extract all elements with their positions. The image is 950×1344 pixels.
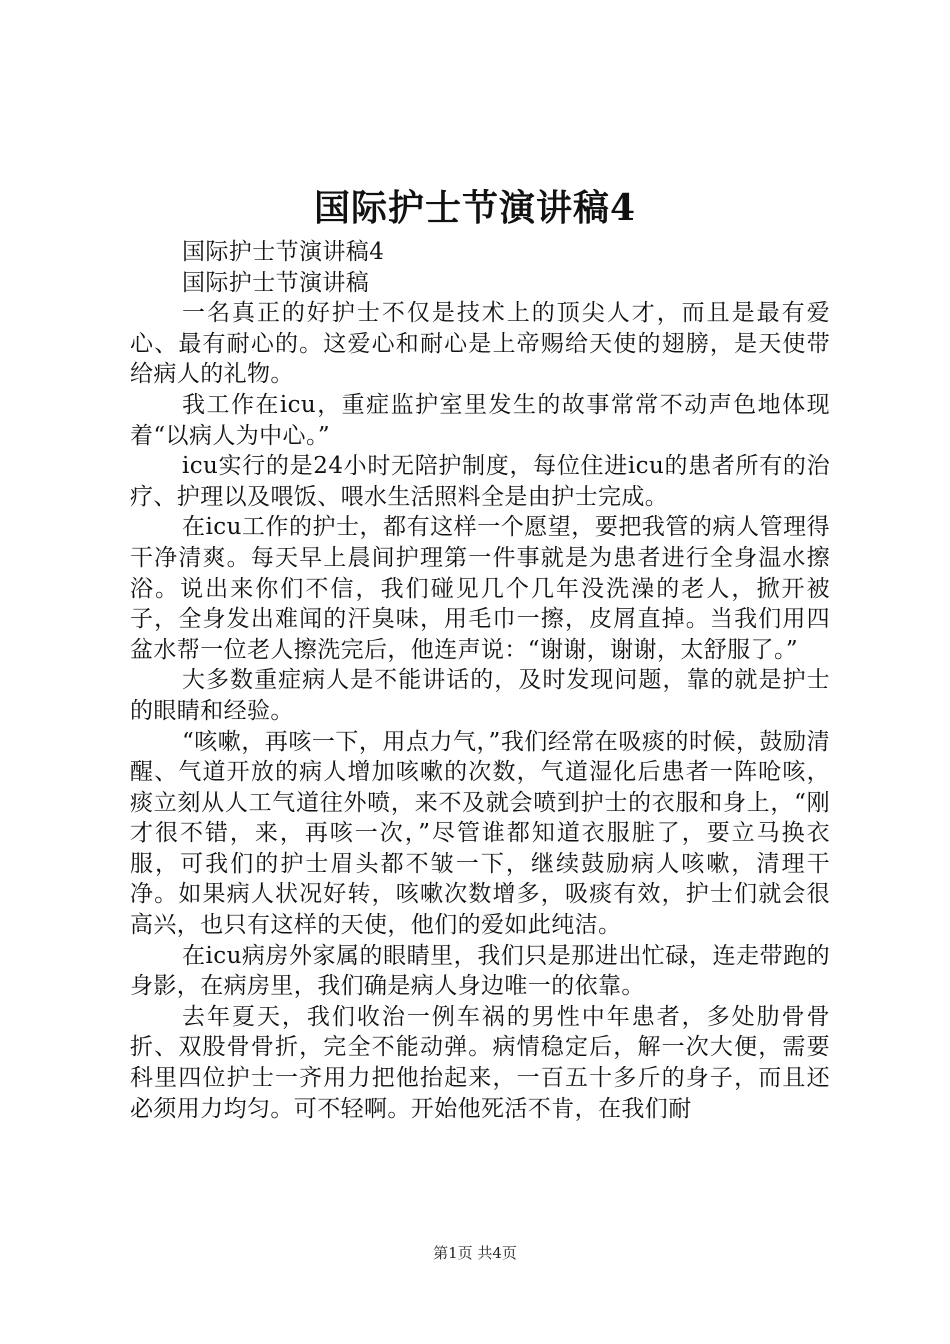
paragraph: 去年夏天，我们收治一例车祸的男性中年患者，多处肋骨骨折、双股骨骨折，完全不能动弹。病情稳定后，解一次大便，需要科里四位护士一齐用力把他抬起来，一百五十多斤的身子，而且还必须用力均匀。可不轻啊。开始他死活不肯，在我们耐 bbox=[130, 1003, 830, 1122]
paragraph: 在icu工作的护士，都有这样一个愿望，要把我管的病人管理得干净清爽。每天早上晨间护理第一件事就是为患者进行全身温水擦浴。说出来你们不信，我们碰见几个几年没洗澡的老人，掀开被子，全身发出难闻的汗臭味，用毛巾一擦，皮屑直掉。当我们用四盆水帮一位老人擦洗完后，他连声说：“谢谢，谢谢，太舒服了。” bbox=[130, 514, 830, 663]
page-number-footer: 第1页 共4页 bbox=[433, 1244, 517, 1262]
paragraph: 一名真正的好护士不仅是技术上的顶尖人才，而且是最有爱心、最有耐心的。这爱心和耐心是上帝赐给天使的翅膀，是天使带给病人的礼物。 bbox=[130, 300, 830, 388]
paragraph: “咳嗽，再咳一下，用点力气，”我们经常在吸痰的时候，鼓励清醒、气道开放的病人增加咳嗽的次数，气道湿化后患者一阵呛咳，痰立刻从人工气道往外喷，来不及就会喷到护士的衣服和身上，“刚才很不错，来，再咳一次，”尽管谁都知道衣服脏了，要立马换衣服，可我们的护士眉头都不皱一下，继续鼓励病人咳嗽，清理干净。如果病人状况好转，咳嗽次数增多，吸痰有效，护士们就会很高兴，也只有这样的天使，他们的爱如此纯洁。 bbox=[130, 728, 830, 939]
paragraph: 我工作在icu，重症监护室里发生的故事常常不动声色地体现着“以病人为中心。” bbox=[130, 391, 830, 449]
paragraph: 国际护士节演讲稿 bbox=[182, 269, 370, 296]
paragraph: 在icu病房外家属的眼睛里，我们只是那进出忙碌，连走带跑的身影，在病房里，我们确是病人身边唯一的依靠。 bbox=[130, 942, 830, 1000]
paragraph: 大多数重症病人是不能讲话的，及时发现问题，靠的就是护士的眼睛和经验。 bbox=[130, 667, 830, 724]
document-title: 国际护士节演讲稿4 bbox=[313, 187, 637, 229]
document-body bbox=[130, 237, 830, 1124]
paragraph: icu实行的是24小时无陪护制度，每位住进icu的患者所有的治疗、护理以及喂饭、喂水生活照料全是由护士完成。 bbox=[130, 453, 830, 510]
paragraph: 国际护士节演讲稿4 bbox=[182, 239, 385, 265]
